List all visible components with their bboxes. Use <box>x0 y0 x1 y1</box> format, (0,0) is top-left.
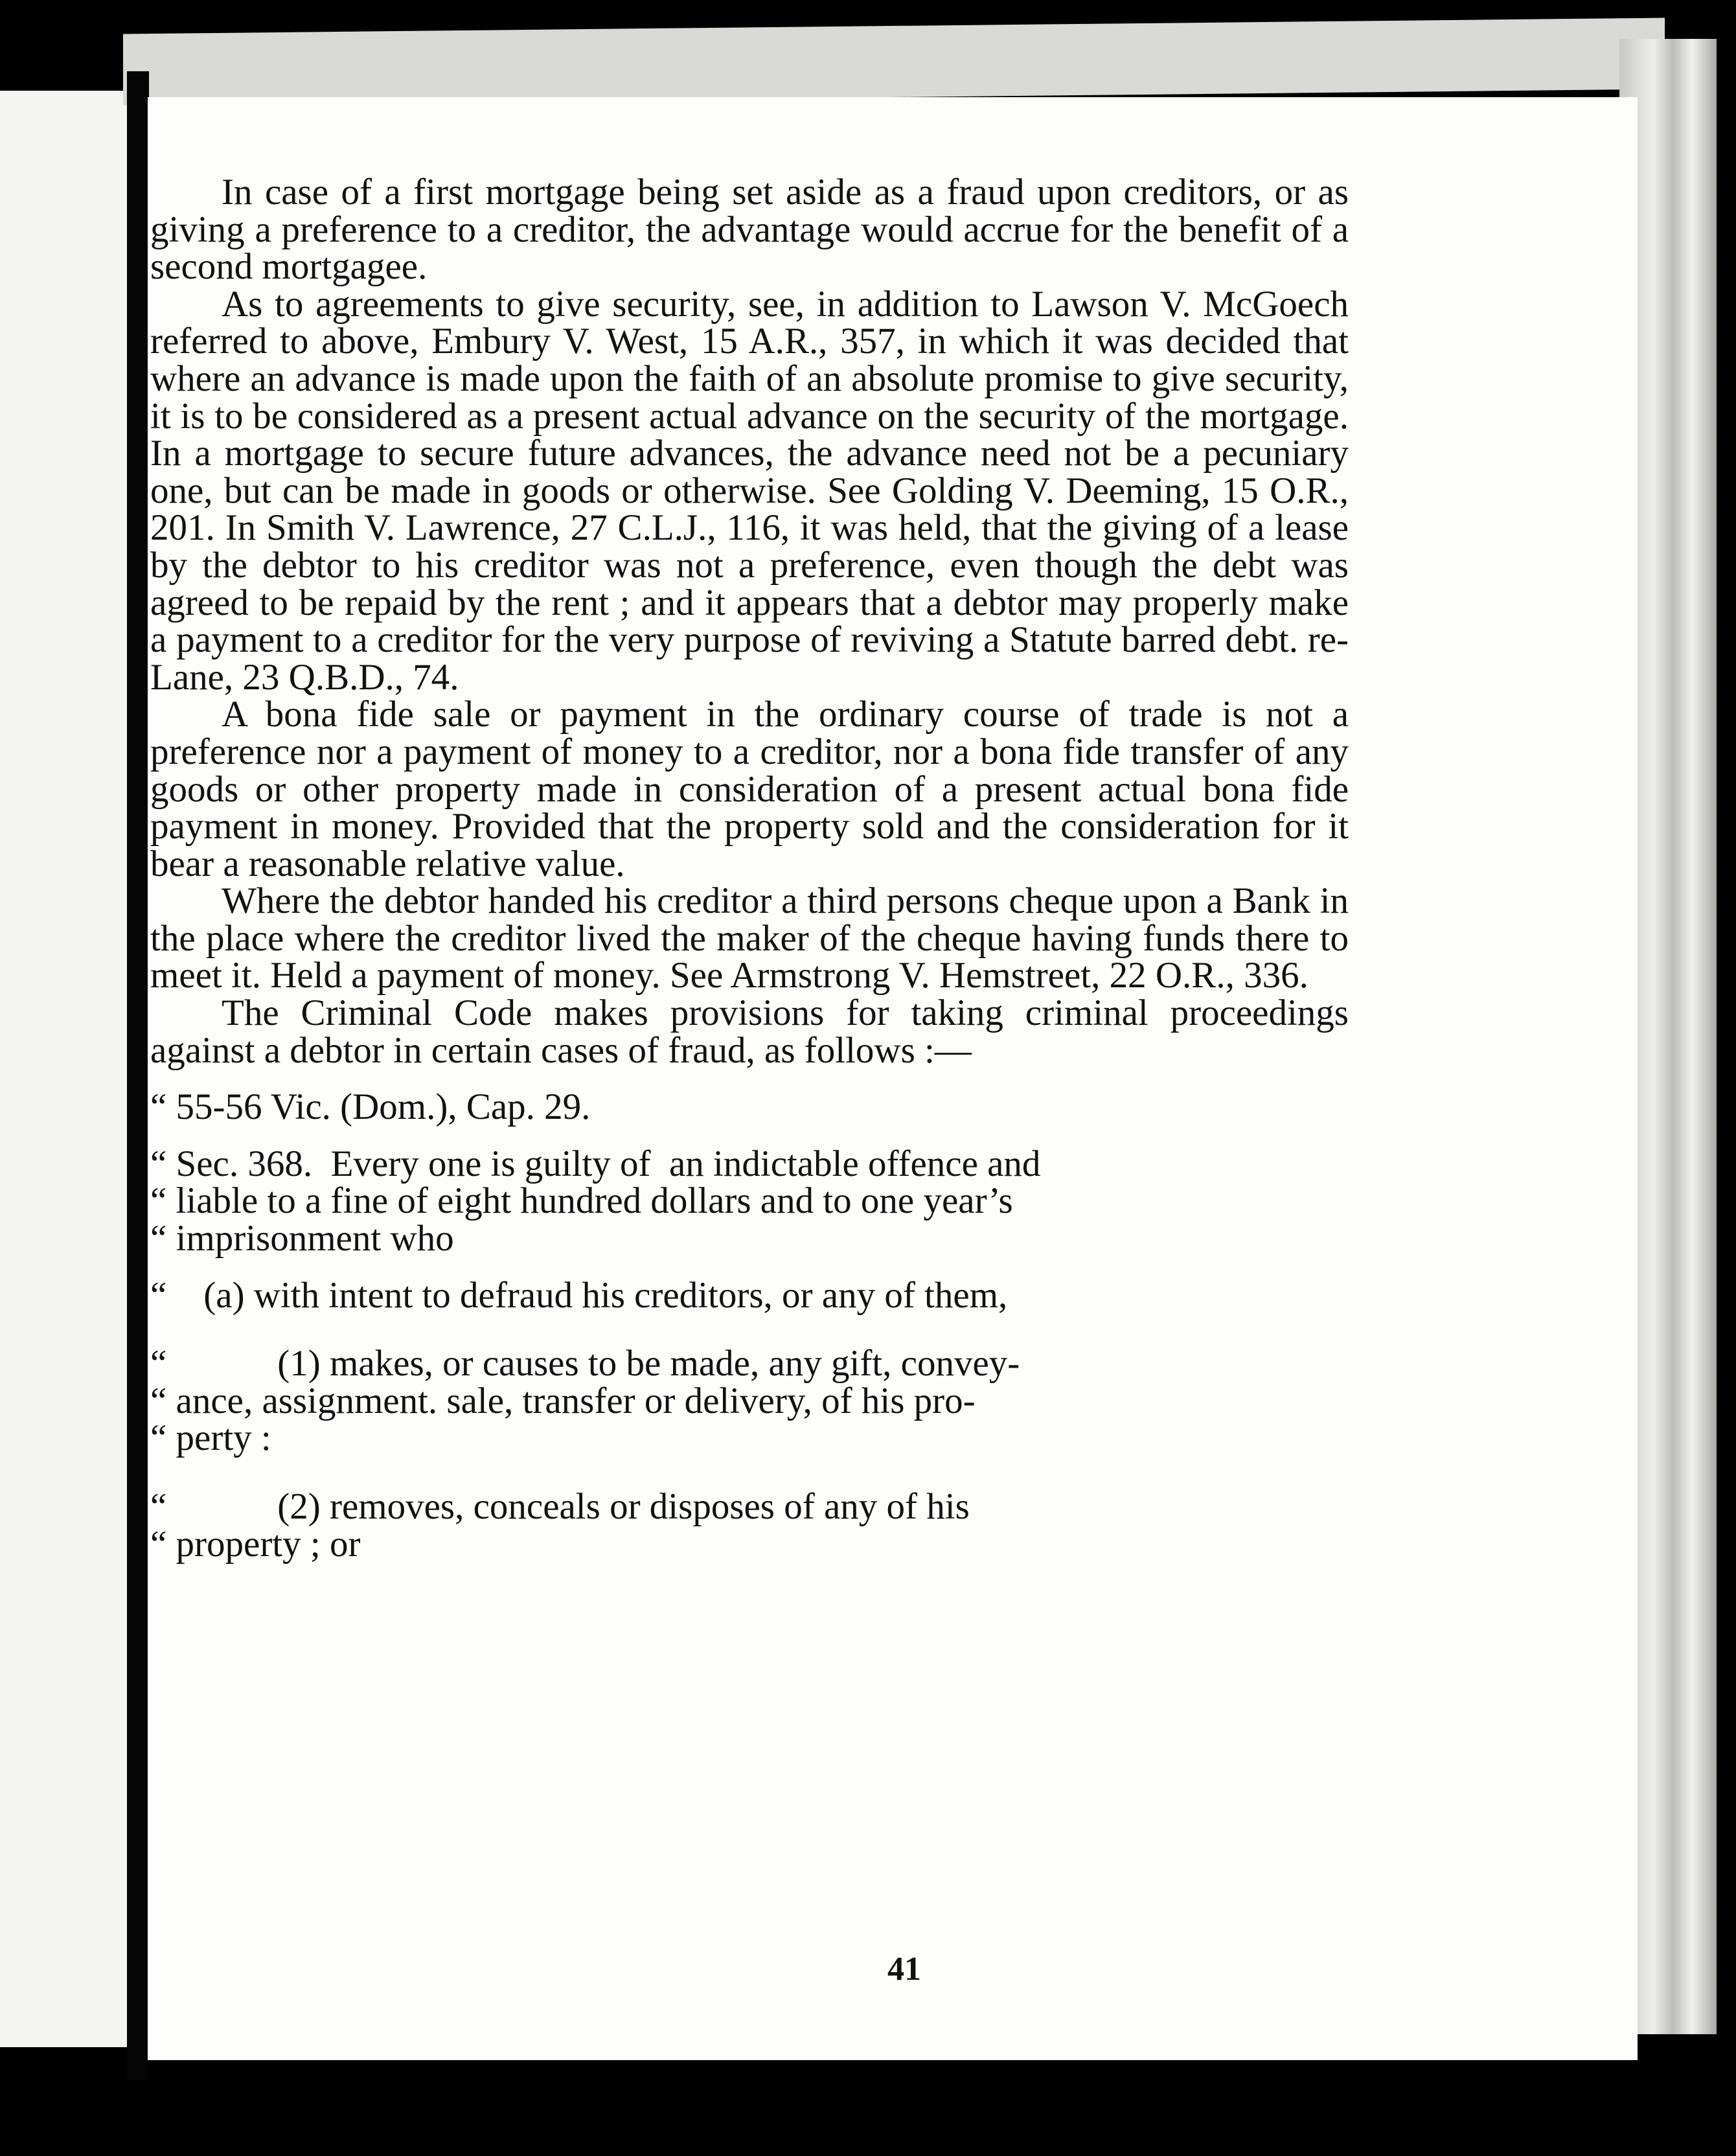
subclause-2-line-2: “ property ; or <box>150 1523 361 1565</box>
section-368-line-2: “ liable to a fine of eight hundred dollars and to one year’s <box>150 1180 1013 1222</box>
section-368-line-3: “ imprisonment who <box>150 1218 454 1259</box>
statute-citation: “ 55-56 Vic. (Dom.), Cap. 29. <box>150 1086 591 1128</box>
top-binding-strip <box>123 18 1665 106</box>
subclause-2-line-1: “ (2) removes, conceals or disposes of any of his <box>150 1486 970 1527</box>
clause-a: “ (a) with intent to defraud his creditors, or any of them, <box>150 1274 1008 1316</box>
book-spine <box>127 71 149 2080</box>
page-text-block <box>150 174 1349 1563</box>
page-number: 41 <box>887 1951 921 1988</box>
statute-quotation <box>150 1088 1349 1563</box>
paragraph-agreements-security: As to agreements to give security, see, in addition to Lawson V. McGoech referred to above, Embury V. West, 15 A.R., 357, in which it was decided that where an advance is made upon the faith of an absolute promise to give security, it is to be considered as a present actual advance on the security of the mortgage. In a mortgage to secure future advances, the advance need not be a pecuniary one, but can be made in goods or otherwise. See Golding V. Deeming, 15 O.R., 201. In Smith V. Lawrence, 27 C.L.J., 116, it was held, that the giving of a lease by the debtor to his creditor was not a preference, even though the debt was agreed to be repaid by the rent ; and it appears that a debtor may properly make a payment to a creditor for the very purpose of reviving a Statute barred debt. re-Lane, 23 Q.B.D., 74. <box>150 283 1349 698</box>
paragraph-bona-fide-sale: A bona fide sale or payment in the ordinary course of trade is not a preference nor a payment of money to a creditor, nor a bona fide transfer of any goods or other property made in consideration of a present actual bona fide payment in money. Provided that the property sold and the consideration for it bear a reasonable relative value. <box>150 694 1349 884</box>
paragraph-criminal-code: The Criminal Code makes provisions for taking criminal proceedings against a debtor in certain cases of fraud, as follows :— <box>150 992 1349 1071</box>
subclause-1-line-3: “ perty : <box>150 1417 271 1459</box>
left-page-edge <box>0 91 130 2047</box>
subclause-1-line-1: “ (1) makes, or causes to be made, any gift, convey- <box>150 1343 1020 1384</box>
section-368-line-1: “ Sec. 368. Every one is guilty of an indictable offence and <box>150 1143 1041 1184</box>
paragraph-cheque-payment: Where the debtor handed his creditor a third persons cheque upon a Bank in the place where the creditor lived the maker of the cheque having funds there to meet it. Held a payment of money. See Armstrong V. Hemstreet, 22 O.R., 336. <box>150 880 1349 996</box>
subclause-1-line-2: “ ance, assignment. sale, transfer or delivery, of his pro- <box>150 1380 976 1421</box>
paragraph-first-mortgage: In case of a first mortgage being set aside as a fraud upon creditors, or as giving a preference to a creditor, the advantage would accrue for the benefit of a second mortgagee. <box>150 172 1349 288</box>
